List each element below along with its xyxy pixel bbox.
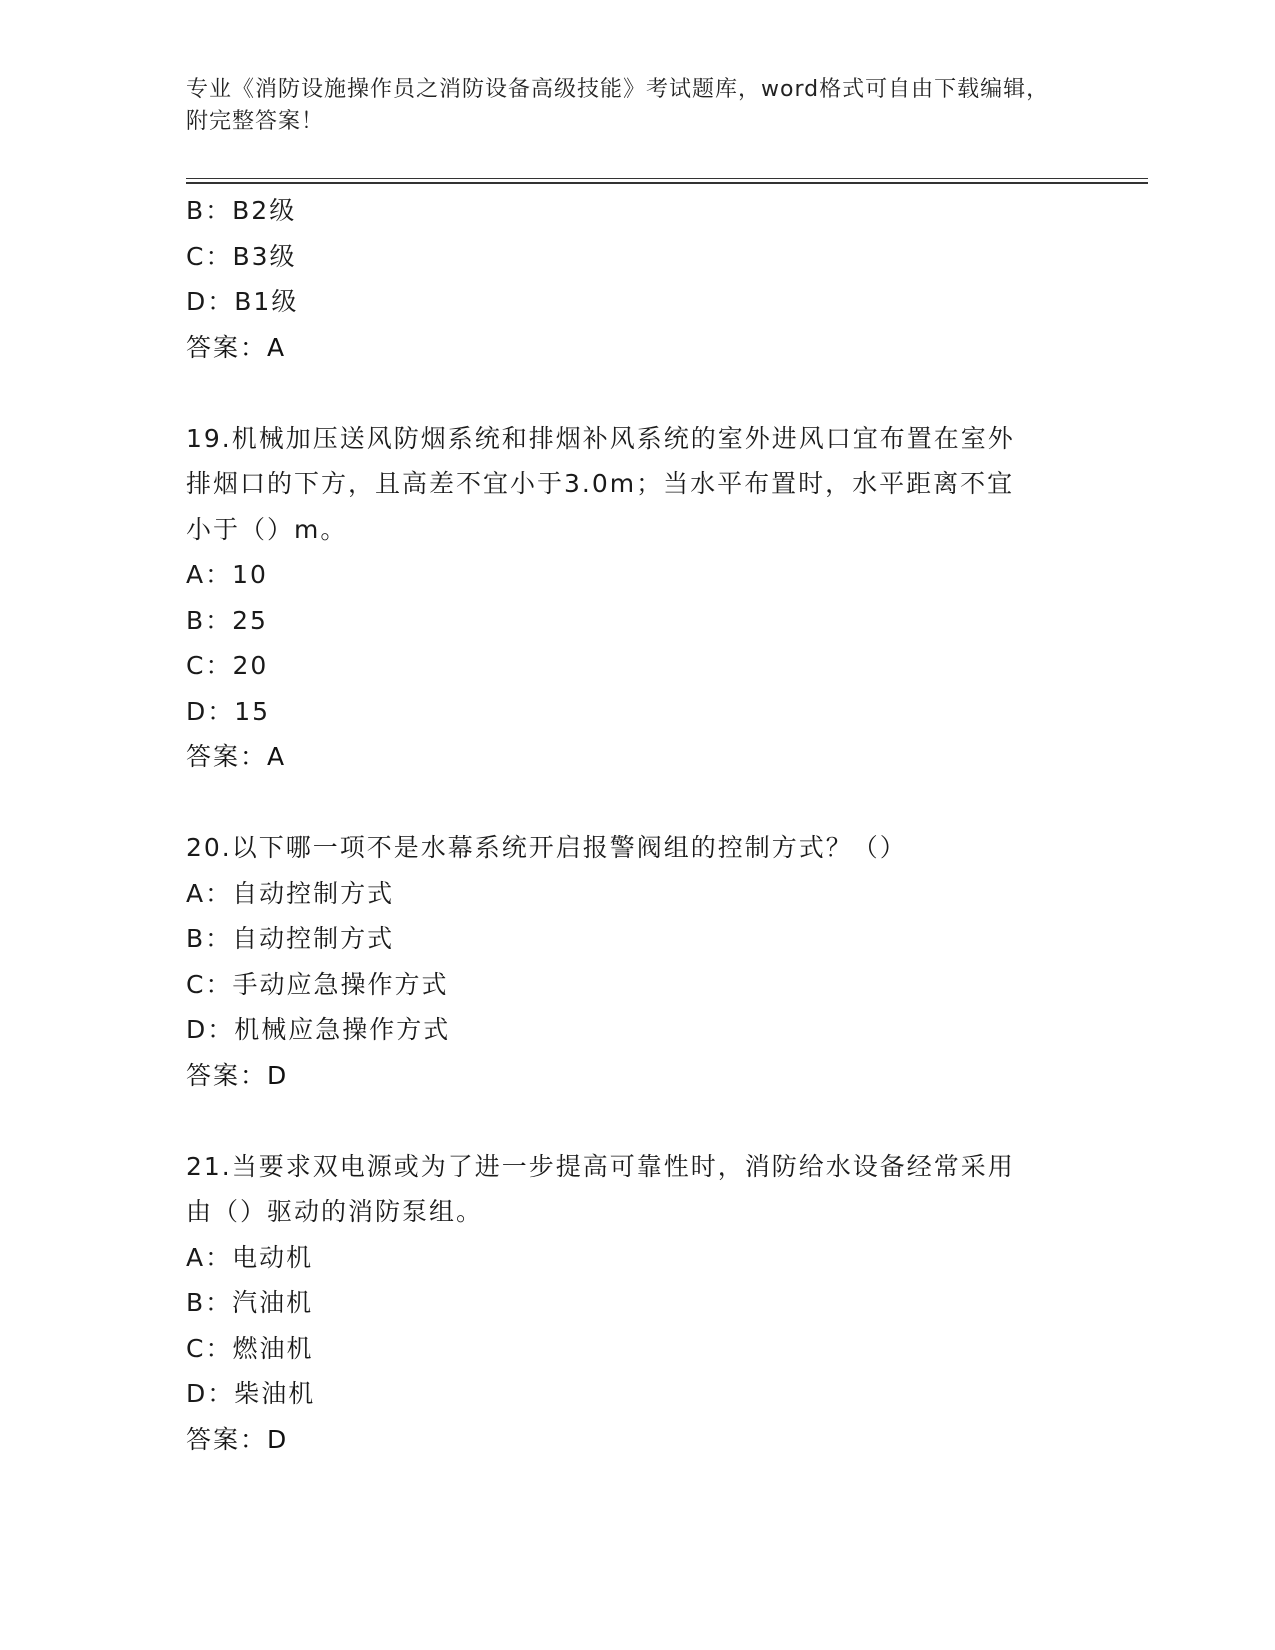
answer-label: 答案：	[186, 742, 268, 771]
option-text: 25	[232, 605, 268, 635]
option-text: B2级	[232, 196, 297, 225]
option-letter: B：	[186, 924, 233, 953]
question-number: 20.	[186, 833, 232, 862]
header-divider-thin	[186, 178, 1148, 179]
option-text: B1级	[234, 287, 299, 316]
question-text: 机械加压送风防烟系统和排烟补风系统的室外进风口宜布置在室外	[231, 423, 1015, 453]
option-text: 汽油机	[232, 1288, 314, 1317]
option-line	[186, 1235, 1076, 1281]
question-text-line: 排烟口的下方，且高差不宜小于3.0m；当水平布置时，水平距离不宜	[186, 469, 1015, 498]
option-line	[186, 871, 1076, 917]
option-letter: C：	[186, 1333, 233, 1363]
answer-line	[186, 734, 1076, 780]
answer-value: D	[267, 1424, 289, 1454]
question-content	[186, 188, 1076, 1462]
option-letter: D：	[186, 287, 235, 316]
option-line	[186, 916, 1076, 962]
option-letter: B：	[186, 605, 233, 635]
option-line	[186, 689, 1076, 735]
question-text-line	[186, 416, 1076, 462]
option-line	[186, 598, 1076, 644]
answer-label: 答案：	[186, 1424, 268, 1454]
question-text: 以下哪一项不是水幕系统开启报警阀组的控制方式？（）	[231, 833, 907, 862]
header-divider-thick	[186, 182, 1148, 184]
option-text: 10	[232, 560, 268, 589]
option-letter: C：	[186, 241, 233, 271]
option-text: 20	[232, 651, 269, 680]
option-text: 机械应急操作方式	[234, 1015, 451, 1044]
spacer	[186, 370, 1076, 416]
option-line	[186, 1280, 1076, 1326]
question-number: 19.	[186, 423, 232, 453]
option-text: 自动控制方式	[232, 924, 395, 953]
option-line	[186, 552, 1076, 598]
option-letter: C：	[186, 651, 233, 680]
question-number: 21.	[186, 1151, 232, 1181]
spacer	[186, 780, 1076, 826]
spacer	[186, 1098, 1076, 1144]
answer-line	[186, 325, 1076, 371]
answer-value: A	[267, 332, 287, 362]
question-text-line: 小于（）m。	[186, 514, 348, 544]
option-text: 自动控制方式	[232, 878, 395, 908]
answer-value: A	[267, 742, 287, 771]
option-letter: A：	[186, 560, 233, 589]
question-text-line	[186, 825, 1076, 871]
option-line	[186, 1326, 1076, 1372]
option-letter: A：	[186, 878, 233, 908]
answer-value: D	[267, 1060, 289, 1090]
question-20	[186, 825, 1076, 1098]
option-text: 柴油机	[234, 1379, 316, 1408]
answer-line	[186, 1053, 1076, 1099]
option-text: B3级	[232, 241, 297, 271]
answer-label: 答案：	[186, 332, 268, 362]
option-line	[186, 279, 1076, 325]
option-letter: D：	[186, 1015, 235, 1044]
question-text-line	[186, 1144, 1076, 1190]
option-text: 15	[234, 696, 271, 726]
option-letter: D：	[186, 696, 235, 726]
prev-question-block	[186, 188, 1076, 370]
option-letter: C：	[186, 969, 233, 999]
option-letter: A：	[186, 1242, 233, 1272]
answer-label: 答案：	[186, 1060, 268, 1090]
question-text-line: 由（）驱动的消防泵组。	[186, 1197, 484, 1226]
option-line	[186, 1007, 1076, 1053]
option-line	[186, 962, 1076, 1008]
option-line	[186, 643, 1076, 689]
option-line	[186, 188, 1076, 234]
answer-line	[186, 1417, 1076, 1463]
option-text: 燃油机	[232, 1333, 314, 1363]
option-text: 手动应急操作方式	[232, 969, 449, 999]
option-letter: B：	[186, 1288, 233, 1317]
document-header: 专业《消防设施操作员之消防设备高级技能》考试题库，word格式可自由下载编辑，附完整答案！	[186, 77, 1050, 134]
question-19	[186, 416, 1076, 780]
question-text: 当要求双电源或为了进一步提高可靠性时，消防给水设备经常采用	[231, 1151, 1015, 1181]
option-letter: D：	[186, 1379, 235, 1408]
question-21	[186, 1144, 1076, 1463]
option-text: 电动机	[232, 1242, 314, 1272]
option-letter: B：	[186, 196, 233, 225]
option-line	[186, 234, 1076, 280]
option-line	[186, 1371, 1076, 1417]
